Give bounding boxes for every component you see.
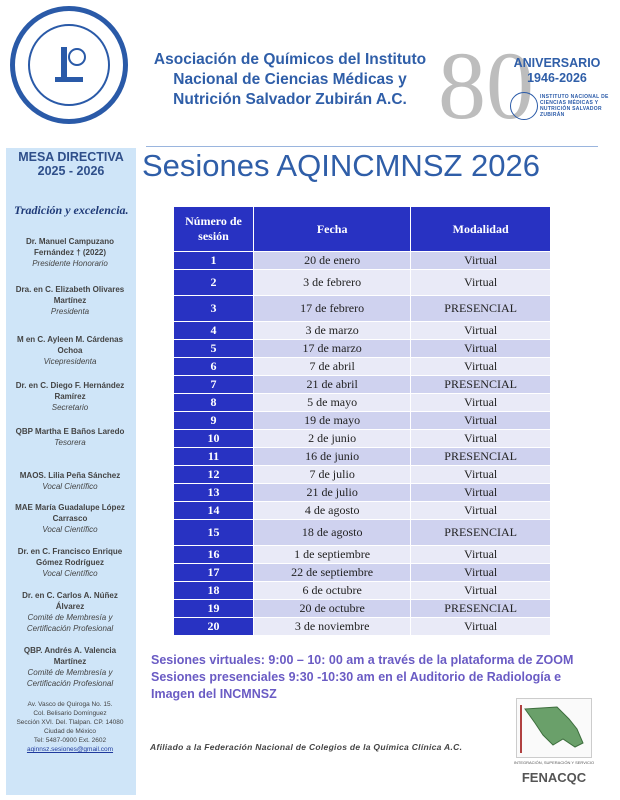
session-modality: Virtual <box>411 618 551 636</box>
session-number: 9 <box>174 412 254 430</box>
page-title: Sesiones AQINCMNSZ 2026 <box>142 148 541 183</box>
table-row <box>174 430 551 448</box>
session-modality: PRESENCIAL <box>411 296 551 322</box>
session-modality: Virtual <box>411 412 551 430</box>
session-number: 19 <box>174 600 254 618</box>
organization-name <box>140 50 440 110</box>
session-number: 15 <box>174 520 254 546</box>
table-row <box>174 296 551 322</box>
session-date: 21 de julio <box>254 484 411 502</box>
session-date: 21 de abril <box>254 376 411 394</box>
member-name: Dr. Manuel Campuzano Fernández † (2022) <box>25 237 114 257</box>
board-heading <box>6 150 136 178</box>
virtual-session-info: Sesiones virtuales: 9:00 – 10: 00 am a través de la plataforma de ZOOM <box>151 653 574 667</box>
session-number: 7 <box>174 376 254 394</box>
session-date: 5 de mayo <box>254 394 411 412</box>
anniversary-80-logo <box>438 28 534 139</box>
session-date: 16 de junio <box>254 448 411 466</box>
anniversary-number: 80 <box>438 32 534 139</box>
session-number: 3 <box>174 296 254 322</box>
session-number: 1 <box>174 252 254 270</box>
session-modality: Virtual <box>411 358 551 376</box>
table-row <box>174 358 551 376</box>
session-modality: Virtual <box>411 466 551 484</box>
session-modality: PRESENCIAL <box>411 448 551 466</box>
session-number: 4 <box>174 322 254 340</box>
session-modality: Virtual <box>411 484 551 502</box>
table-row <box>174 618 551 636</box>
address-line: Av. Vasco de Quiroga No. 15. <box>27 701 113 708</box>
session-date: 17 de marzo <box>254 340 411 358</box>
table-row <box>174 322 551 340</box>
member-role: Secretario <box>51 403 89 412</box>
table-row <box>174 448 551 466</box>
board-member <box>10 236 130 269</box>
org-name-line-3: Nutrición Salvador Zubirán A.C. <box>173 91 407 108</box>
member-role: Vicepresidenta <box>43 357 97 366</box>
session-modality: Virtual <box>411 340 551 358</box>
member-role: Vocal Científico <box>42 569 98 578</box>
board-member <box>10 470 130 492</box>
member-role: Presidenta <box>50 307 90 316</box>
address-line: Sección XVI. Del. Tlalpan. CP. 14080 <box>16 719 124 726</box>
member-name: Dr. en C. Carlos A. Núñez Álvarez <box>22 591 118 611</box>
session-modality: Virtual <box>411 546 551 564</box>
address-line: Ciudad de México <box>43 728 97 735</box>
address-line: Col. Belisario Domínguez <box>33 710 107 717</box>
address-line: Tel: 5487-0900 Ext. 2602 <box>33 737 107 744</box>
member-name: Dr. en C. Diego F. Hernández Ramírez <box>15 381 125 401</box>
fenacqc-name: FENACQC <box>521 770 587 785</box>
member-role: Vocal Científico <box>42 525 98 534</box>
board-member <box>10 546 130 579</box>
fenacqc-subtitle: INTEGRACIÓN, SUPERACIÓN Y SERVICIO <box>513 760 595 765</box>
session-info <box>151 652 591 703</box>
table-row <box>174 564 551 582</box>
board-title: MESA DIRECTIVA <box>18 150 124 164</box>
member-name: MAE María Guadalupe López Carrasco <box>15 503 125 523</box>
table-row <box>174 466 551 484</box>
member-role: Tesorera <box>54 438 86 447</box>
session-date: 19 de mayo <box>254 412 411 430</box>
anniversary-years: 1946-2026 <box>527 71 587 85</box>
session-number: 17 <box>174 564 254 582</box>
anniversary-title: ANIVERSARIO <box>513 56 601 70</box>
org-name-line-2: Nacional de Ciencias Médicas y <box>173 71 407 88</box>
member-role: Comité de Membresía y Certificación Profesional <box>26 668 114 688</box>
board-member <box>10 380 130 413</box>
session-date: 1 de septiembre <box>254 546 411 564</box>
session-date: 18 de agosto <box>254 520 411 546</box>
session-number: 20 <box>174 618 254 636</box>
in-person-session-info: Sesiones presenciales 9:30 -10:30 am en el Auditorio de Radiología e Imagen del INCMNSZ <box>151 670 562 701</box>
board-member <box>10 645 130 689</box>
member-name: MAOS. Lilia Peña Sánchez <box>19 471 121 480</box>
member-name: QBP Martha E Baños Laredo <box>15 427 125 436</box>
table-row <box>174 340 551 358</box>
session-number: 14 <box>174 502 254 520</box>
contact-address <box>10 700 130 754</box>
table-row <box>174 484 551 502</box>
session-date: 3 de febrero <box>254 270 411 296</box>
table-row <box>174 546 551 564</box>
institute-logo <box>510 90 614 120</box>
session-modality: PRESENCIAL <box>411 520 551 546</box>
member-role: Vocal Científico <box>42 482 98 491</box>
session-number: 13 <box>174 484 254 502</box>
session-modality: Virtual <box>411 564 551 582</box>
table-row <box>174 502 551 520</box>
table-row <box>174 412 551 430</box>
motto: Tradición y excelencia. <box>14 203 129 217</box>
session-date: 7 de julio <box>254 466 411 484</box>
board-member <box>10 426 130 448</box>
table-row <box>174 252 551 270</box>
table-row <box>174 394 551 412</box>
board-years: 2025 - 2026 <box>37 164 105 178</box>
session-date: 6 de octubre <box>254 582 411 600</box>
session-number: 2 <box>174 270 254 296</box>
anniversary-label <box>505 56 609 86</box>
session-modality: Virtual <box>411 252 551 270</box>
session-number: 8 <box>174 394 254 412</box>
session-modality: Virtual <box>411 502 551 520</box>
session-modality: Virtual <box>411 322 551 340</box>
session-date: 3 de noviembre <box>254 618 411 636</box>
member-name: QBP. Andrés A. Valencia Martínez <box>23 646 117 666</box>
session-date: 20 de octubre <box>254 600 411 618</box>
session-date: 4 de agosto <box>254 502 411 520</box>
member-name: Dr. en C. Francisco Enrique Gómez Rodríguez <box>17 547 123 567</box>
table-header-row <box>174 207 551 252</box>
session-number: 12 <box>174 466 254 484</box>
header-modality: Modalidad <box>411 207 551 252</box>
institute-logo-text: INSTITUTO NACIONAL DE CIENCIAS MÉDICAS Y NUTRICIÓN SALVADOR ZUBIRÁN <box>540 94 609 118</box>
session-number: 11 <box>174 448 254 466</box>
institute-emblem-icon <box>510 92 538 120</box>
session-number: 6 <box>174 358 254 376</box>
session-date: 7 de abril <box>254 358 411 376</box>
table-row <box>174 270 551 296</box>
title-divider <box>146 146 598 147</box>
session-date: 20 de enero <box>254 252 411 270</box>
session-date: 22 de septiembre <box>254 564 411 582</box>
board-member <box>10 502 130 535</box>
fenacqc-logo <box>512 698 596 796</box>
session-modality: Virtual <box>411 430 551 448</box>
member-role: Comité de Membresía y Certificación Profesional <box>26 613 114 633</box>
session-number: 5 <box>174 340 254 358</box>
board-member <box>10 334 130 367</box>
board-member <box>10 284 130 317</box>
org-name-line-1: Asociación de Químicos del Instituto <box>153 51 427 68</box>
member-name: Dra. en C. Elizabeth Olivares Martínez <box>15 285 125 305</box>
affiliation-note: Afiliado a la Federación Nacional de Colegios de la Química Clínica A.C. <box>150 742 463 752</box>
session-modality: PRESENCIAL <box>411 600 551 618</box>
session-modality: PRESENCIAL <box>411 376 551 394</box>
email-link[interactable]: aqinnsz.sesiones@gmail.com <box>26 746 114 753</box>
header-date: Fecha <box>254 207 411 252</box>
table-row <box>174 520 551 546</box>
session-modality: Virtual <box>411 270 551 296</box>
session-modality: Virtual <box>411 582 551 600</box>
session-number: 16 <box>174 546 254 564</box>
session-number: 10 <box>174 430 254 448</box>
mexico-map-icon <box>516 698 592 758</box>
board-member <box>10 590 130 634</box>
session-date: 2 de junio <box>254 430 411 448</box>
session-date: 3 de marzo <box>254 322 411 340</box>
session-modality: Virtual <box>411 394 551 412</box>
member-role: Presidente Honorario <box>32 259 108 268</box>
sessions-table <box>173 206 551 636</box>
table-row <box>174 582 551 600</box>
session-date: 17 de febrero <box>254 296 411 322</box>
table-row <box>174 600 551 618</box>
table-row <box>174 376 551 394</box>
member-name: M en C. Ayleen M. Cárdenas Ochoa <box>16 335 124 355</box>
session-number: 18 <box>174 582 254 600</box>
header-session-number: Número de sesión <box>174 207 254 252</box>
association-seal-logo <box>10 6 128 124</box>
